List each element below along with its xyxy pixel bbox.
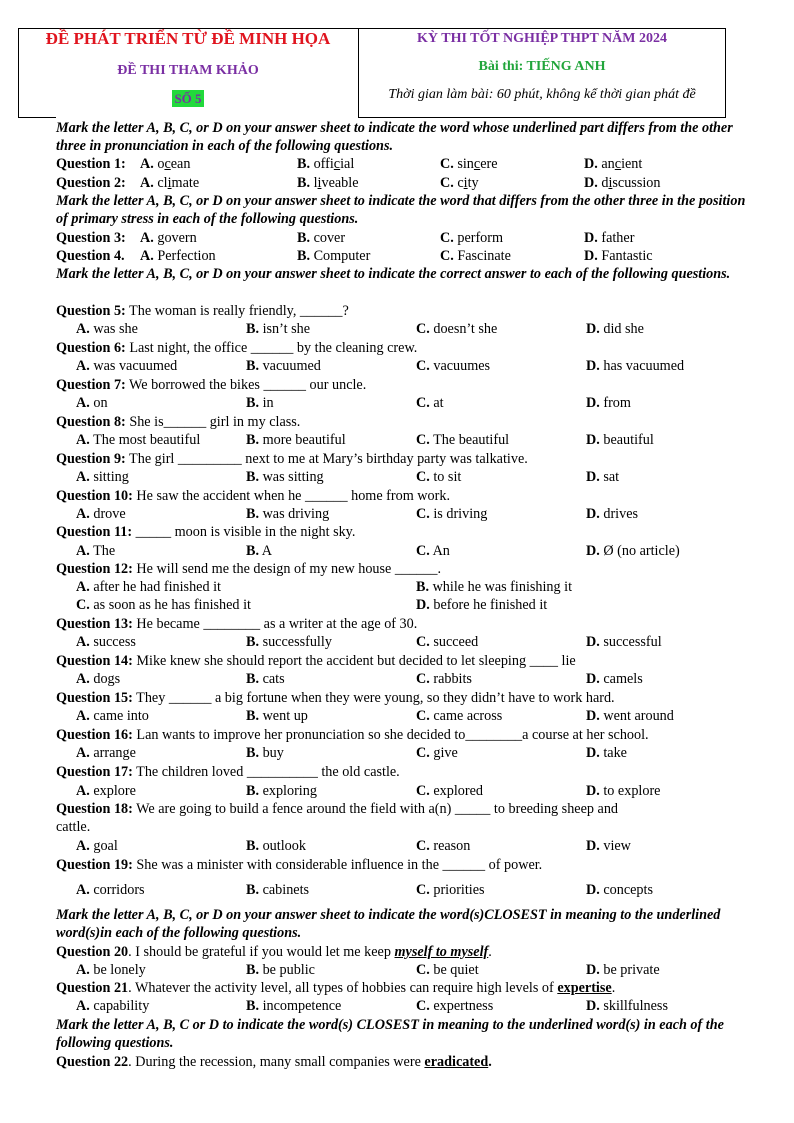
- section-instruction: Mark the letter A, B, C, or D on your answer sheet to indicate the word(s)CLOSEST in meaning to the underlined word(s)in each of the following questions.: [56, 907, 721, 942]
- option-b: B. cabinets: [246, 882, 310, 898]
- question-15: Question 15: They ______ a big fortune when they were young, so they didn’t have to work hard.: [56, 690, 615, 706]
- question-3: Question 3:: [56, 230, 126, 246]
- section-instruction: Mark the letter A, B, C, or D on your answer sheet to indicate the word whose underlined part differs from the other three in pronunciation in each of the following questions.: [56, 120, 733, 155]
- header-code-wrap: [18, 90, 358, 108]
- option-a: A. on: [76, 395, 108, 411]
- option-a: A. corridors: [76, 882, 145, 898]
- option-b: B. more beautiful: [246, 432, 346, 448]
- option-c: C. as soon as he has finished it: [76, 597, 251, 613]
- option-a: A. was she: [76, 321, 138, 337]
- question-9: Question 9: The girl _________ next to me at Mary’s birthday party was talkative.: [56, 451, 528, 467]
- option-b: B. Computer: [297, 248, 371, 264]
- option-a: A. success: [76, 634, 136, 650]
- header-border: [18, 117, 56, 118]
- option-d: D. before he finished it: [416, 597, 548, 613]
- option-a: A. after he had finished it: [76, 579, 221, 595]
- option-b: B. buy: [246, 745, 284, 761]
- option-a: A. be lonely: [76, 962, 146, 978]
- option-c: C. rabbits: [416, 671, 472, 687]
- option-d: D. ancient: [584, 156, 643, 172]
- question-22: Question 22. During the recession, many small companies were eradicated.: [56, 1054, 492, 1070]
- option-c: C. expertness: [416, 998, 494, 1014]
- underlined-key: expertise: [557, 980, 612, 996]
- option-d: D. concepts: [586, 882, 653, 898]
- option-d: D. be private: [586, 962, 660, 978]
- header-border: [358, 117, 726, 118]
- exam-code-badge: SỐ 5: [174, 91, 202, 106]
- underlined-key: eradicated: [424, 1054, 489, 1070]
- option-c: C. sincere: [440, 156, 498, 172]
- question-label: Question 1:: [56, 156, 126, 172]
- option-d: D. Ø (no article): [586, 543, 680, 559]
- section-instruction: Mark the letter A, B, C, or D on your answer sheet to indicate the correct answer to each of the following questions.: [56, 266, 731, 282]
- option-c: C. is driving: [416, 506, 488, 522]
- question-18: Question 18: We are going to build a fence around the field with a(n) _____ to breeding sheep and: [56, 801, 619, 817]
- option-d: D. father: [584, 230, 635, 246]
- option-a: A. The: [76, 543, 116, 559]
- option-c: C. priorities: [416, 882, 485, 898]
- exam-header: [18, 28, 726, 118]
- option-c: C. be quiet: [416, 962, 479, 978]
- option-d: D. camels: [586, 671, 643, 687]
- section-instruction: Mark the letter A, B, C or D to indicate the word(s) CLOSEST in meaning to the underlined word(s) in each of the following questions.: [56, 1017, 724, 1052]
- option-d: D. Fantastic: [584, 248, 653, 264]
- option-c: C. explored: [416, 783, 483, 799]
- option-d: D. take: [586, 745, 627, 761]
- option-b: B. cover: [297, 230, 346, 246]
- option-b: B. was sitting: [246, 469, 324, 485]
- question-10: Question 10: He saw the accident when he ______ home from work.: [56, 488, 451, 504]
- option-b: B. be public: [246, 962, 315, 978]
- option-b: B. in: [246, 395, 274, 411]
- question-17: Question 17: The children loved __________ the old castle.: [56, 764, 400, 780]
- question-19: Question 19: She was a minister with considerable influence in the ______ of power.: [56, 857, 543, 873]
- option-b: B. outlook: [246, 838, 306, 854]
- question-13: Question 13: He became ________ as a writer at the age of 30.: [56, 616, 418, 632]
- option-b: B. was driving: [246, 506, 330, 522]
- option-c: C. to sit: [416, 469, 462, 485]
- option-d: D. went around: [586, 708, 674, 724]
- option-b: B. exploring: [246, 783, 317, 799]
- option-b: B. went up: [246, 708, 308, 724]
- option-d: D. successful: [586, 634, 662, 650]
- question-5: Question 5: The woman is really friendly, ______?: [56, 303, 349, 319]
- question-8: Question 8: She is______ girl in my class.: [56, 414, 301, 430]
- question-14: Question 14: Mike knew she should report the accident but decided to let sleeping ____ lie: [56, 653, 576, 669]
- option-a: A. Perfection: [140, 248, 216, 264]
- header-left-subtitle: ĐỀ THI THAM KHẢO: [117, 63, 259, 78]
- option-c: C. vacuumes: [416, 358, 491, 374]
- option-d: D. to explore: [586, 783, 661, 799]
- option-b: B. isn’t she: [246, 321, 310, 337]
- option-c: C. The beautiful: [416, 432, 510, 448]
- option-d: D. view: [586, 838, 631, 854]
- option-b: B. A: [246, 543, 273, 559]
- question-12: Question 12: He will send me the design of my new house ______.: [56, 561, 441, 577]
- section-instruction: Mark the letter A, B, C, or D on your answer sheet to indicate the word that differs from the other three in the position of primary stress in each of the following questions.: [56, 193, 746, 228]
- header-right-title: KỲ THI TỐT NGHIỆP THPT NĂM 2024: [417, 31, 667, 46]
- option-c: C. came across: [416, 708, 503, 724]
- option-c: C. reason: [416, 838, 471, 854]
- option-d: D. has vacuumed: [586, 358, 685, 374]
- option-b: B. official: [297, 156, 355, 172]
- option-c: C. An: [416, 543, 450, 559]
- option-a: A. capability: [76, 998, 150, 1014]
- question-label: Question 2:: [56, 175, 126, 191]
- option-c: C. perform: [440, 230, 504, 246]
- option-d: D. skillfulness: [586, 998, 668, 1014]
- option-a: A. ocean: [140, 156, 191, 172]
- option-d: D. beautiful: [586, 432, 654, 448]
- question-21: Question 21. Whatever the activity level, all types of hobbies can require high levels of expertise.: [56, 980, 616, 996]
- question-7: Question 7: We borrowed the bikes ______ our uncle.: [56, 377, 367, 393]
- option-d: D. did she: [586, 321, 644, 337]
- option-a: A. dogs: [76, 671, 121, 687]
- option-b: B. cats: [246, 671, 285, 687]
- option-b: B. successfully: [246, 634, 332, 650]
- option-c: C. succeed: [416, 634, 479, 650]
- option-a: A. govern: [140, 230, 197, 246]
- option-d: D. from: [586, 395, 631, 411]
- option-d: D. drives: [586, 506, 639, 522]
- question-20: Question 20. I should be grateful if you would let me keep myself to myself.: [56, 944, 492, 960]
- option-a: A. explore: [76, 783, 136, 799]
- question-16: Question 16: Lan wants to improve her pronunciation so she decided to________a course at her school.: [56, 727, 649, 743]
- question-4: Question 4.: [56, 248, 125, 264]
- option-d: D. sat: [586, 469, 620, 485]
- option-c: C. city: [440, 175, 479, 191]
- option-a: A. arrange: [76, 745, 136, 761]
- option-a: A. goal: [76, 838, 118, 854]
- option-b: B. vacuumed: [246, 358, 321, 374]
- option-c: C. Fascinate: [440, 248, 511, 264]
- question-11: Question 11: _____ moon is visible in the night sky.: [56, 524, 356, 540]
- underlined-key: myself to myself: [394, 944, 489, 960]
- option-a: A. came into: [76, 708, 149, 724]
- option-a: A. drove: [76, 506, 126, 522]
- option-a: A. climate: [140, 175, 200, 191]
- question-6: Question 6: Last night, the office ______ by the cleaning crew.: [56, 340, 418, 356]
- option-b: B. while he was finishing it: [416, 579, 573, 595]
- question-continuation: cattle.: [56, 819, 91, 835]
- option-c: C. give: [416, 745, 458, 761]
- header-time: Thời gian làm bài: 60 phút, không kể thời gian phát đề: [388, 87, 696, 102]
- option-b: B. liveable: [297, 175, 359, 191]
- option-c: C. doesn’t she: [416, 321, 498, 337]
- option-a: A. was vacuumed: [76, 358, 178, 374]
- option-b: B. incompetence: [246, 998, 342, 1014]
- header-left-title: ĐỀ PHÁT TRIỂN TỪ ĐỀ MINH HỌA: [45, 29, 331, 48]
- option-c: C. at: [416, 395, 444, 411]
- option-a: A. sitting: [76, 469, 129, 485]
- option-d: D. discussion: [584, 175, 661, 191]
- option-a: A. The most beautiful: [76, 432, 201, 448]
- header-right-subtitle: Bài thi: TIẾNG ANH: [478, 59, 606, 74]
